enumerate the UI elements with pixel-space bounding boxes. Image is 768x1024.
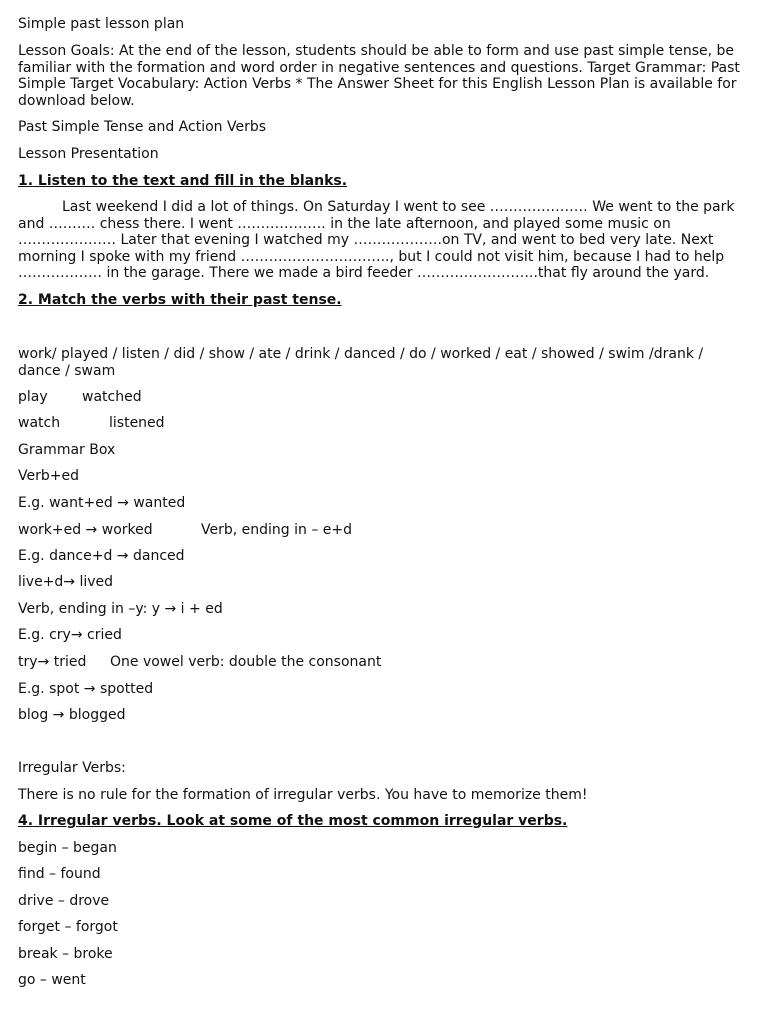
grammar-example: E.g. cry→ cried bbox=[18, 627, 122, 643]
pair-row bbox=[18, 389, 48, 406]
grammar-rule: Verb+ed bbox=[18, 468, 79, 484]
pair-left: play bbox=[18, 389, 48, 405]
presentation-label: Lesson Presentation bbox=[18, 146, 159, 162]
section1-heading: 1. Listen to the text and fill in the blanks. bbox=[18, 173, 348, 189]
grammar-rule: Verb, ending in – e+d bbox=[201, 522, 353, 538]
grammar-example: E.g. spot → spotted bbox=[18, 681, 154, 697]
verbs-list: work/ played / listen / did / show / ate / drink / danced / do / worked / eat / showed / swim /drank / dance / swam bbox=[18, 346, 704, 379]
grammar-example: blog → blogged bbox=[18, 707, 126, 723]
irregular-verb-item: drive – drove bbox=[18, 893, 110, 909]
grammar-example: try→ tried bbox=[18, 654, 87, 670]
grammar-example: E.g. dance+d → danced bbox=[18, 548, 185, 564]
pair-right: listened bbox=[109, 415, 165, 431]
pair-left: watch bbox=[18, 415, 61, 431]
grammar-rule: Verb, ending in –y: y → i + ed bbox=[18, 601, 223, 617]
irregular-verb-item: find – found bbox=[18, 866, 101, 882]
grammar-example: live+d→ lived bbox=[18, 574, 114, 590]
irregular-verb-item: begin – began bbox=[18, 840, 117, 856]
document-title: Simple past lesson plan bbox=[18, 16, 185, 32]
lesson-goals-paragraph: Lesson Goals: At the end of the lesson, students should be able to form and use past simple tense, be familiar with the formation and word order in negative sentences and questions. Target Grammar: Past Simple Target Vocabulary: Action Verbs * The Answer Sheet for this English Lesson Plan is available for download below. bbox=[18, 43, 740, 109]
section1-text: Last weekend I did a lot of things. On Saturday I went to see ………………… We went to the park and ………. chess there. I went ………………. in the late afternoon, and played some music on ………………… Later that evening I watched my ……………….on TV, and went to bed very late. Next morning I spoke with my friend ………………………….., but I could not visit him, because I had to help ……………… in the garage. There we made a bird feeder ……………………..that fly around the yard. bbox=[18, 199, 735, 281]
grammar-box-title: Grammar Box bbox=[18, 442, 116, 458]
pair-right: watched bbox=[82, 389, 142, 405]
irregular-title: Irregular Verbs: bbox=[18, 760, 126, 776]
subtitle: Past Simple Tense and Action Verbs bbox=[18, 119, 267, 135]
irregular-verb-item: break – broke bbox=[18, 946, 113, 962]
grammar-example: work+ed → worked bbox=[18, 522, 153, 538]
section4-heading: 4. Irregular verbs. Look at some of the most common irregular verbs. bbox=[18, 813, 568, 829]
irregular-verb-item: go – went bbox=[18, 972, 86, 988]
irregular-verb-item: forget – forgot bbox=[18, 919, 118, 935]
grammar-rule: One vowel verb: double the consonant bbox=[110, 654, 382, 670]
grammar-example: E.g. want+ed → wanted bbox=[18, 495, 186, 511]
section2-heading: 2. Match the verbs with their past tense. bbox=[18, 292, 342, 308]
irregular-note: There is no rule for the formation of irregular verbs. You have to memorize them! bbox=[18, 787, 588, 803]
